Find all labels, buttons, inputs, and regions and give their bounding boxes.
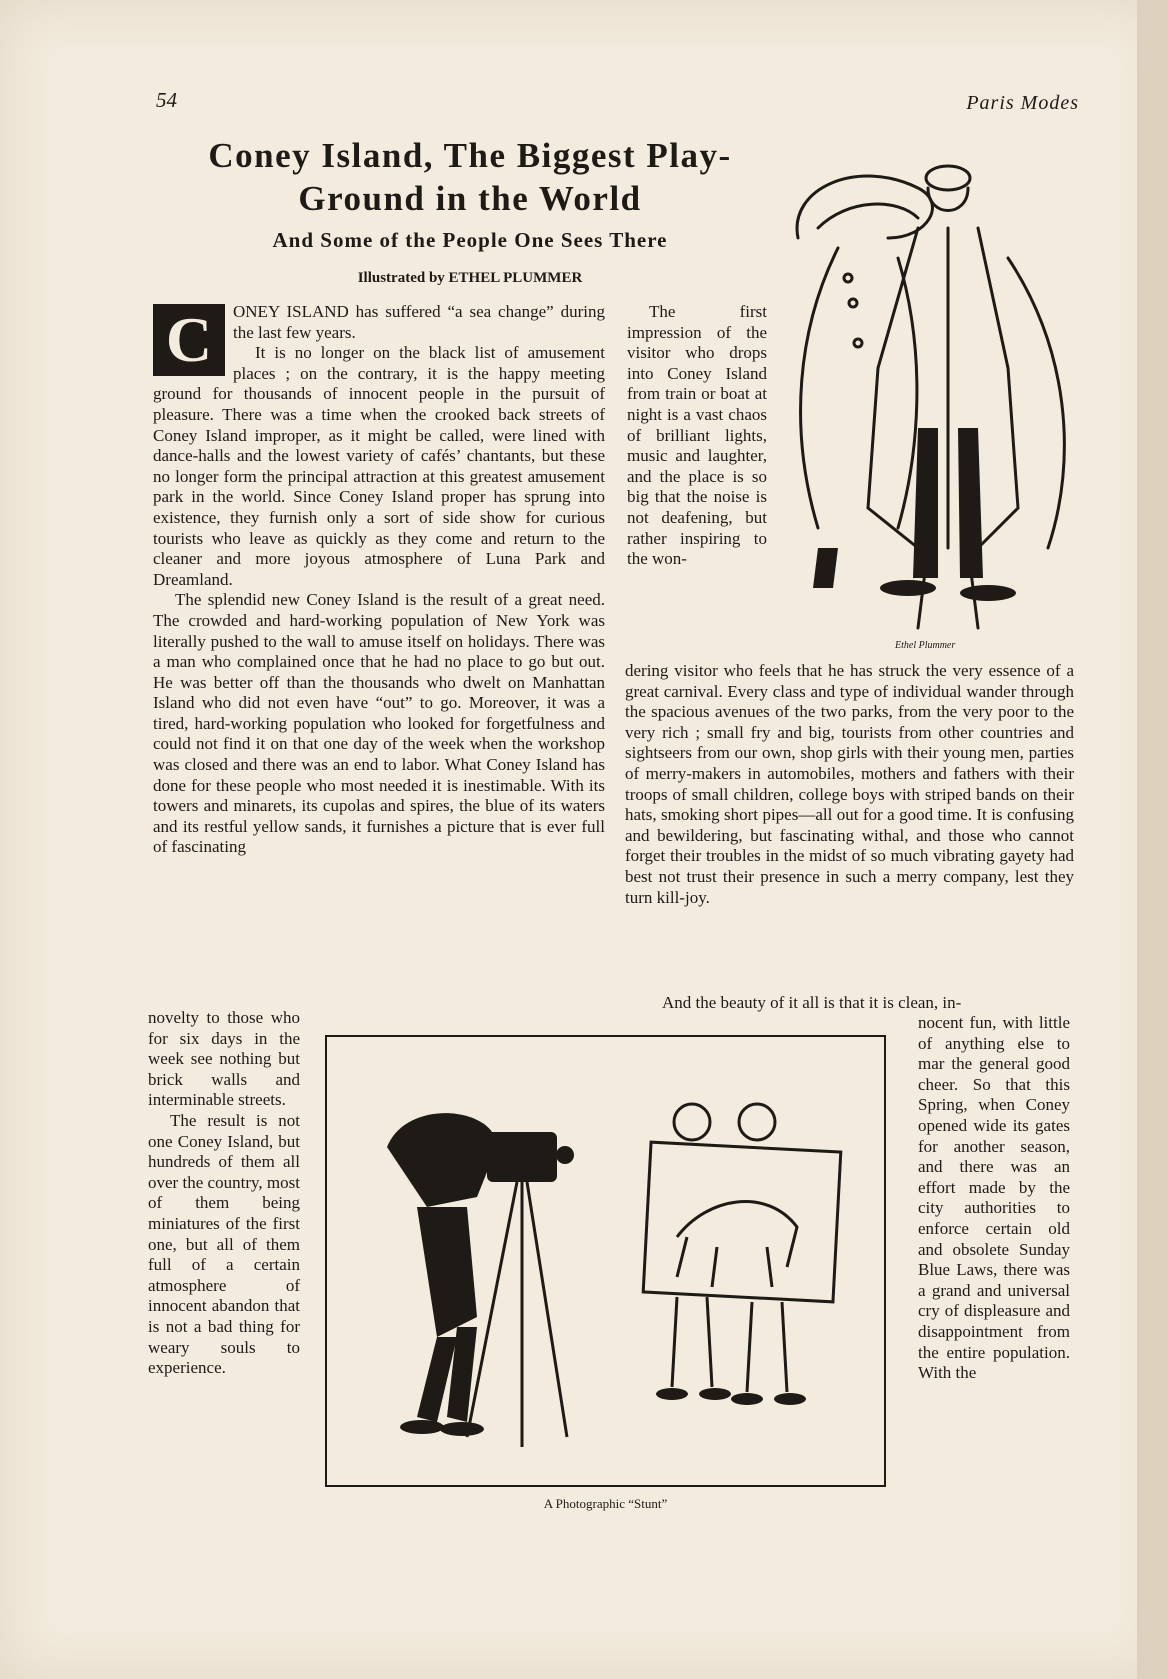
article-title xyxy=(150,134,790,220)
credit-name: ETHEL PLUMMER xyxy=(448,270,583,286)
couple-illustration xyxy=(778,128,1088,658)
photographer-illustration-frame xyxy=(325,1035,886,1487)
page-number: 54 xyxy=(156,88,177,112)
magazine-name: Paris Modes xyxy=(966,92,1079,114)
illustration-caption: A Photographic “Stunt” xyxy=(543,1496,668,1511)
narrow-right-column xyxy=(918,1013,1070,1384)
photographer-illustration xyxy=(327,1037,884,1485)
paragraph-innocent-fun: nocent fun, with little of anything else to mar the general good cheer. So that this Spring, when Coney opened wide its gates for another season, and there was an effort made by the city authorities to enforce certain old and obsolete Sunday Blue Laws, there was a grand and universal cry of displeasure and disappointment from the entire population. With the xyxy=(918,1013,1070,1383)
credit-prefix: Illustrated by xyxy=(357,270,445,286)
paragraph-impression: The first impression of the visitor who drops into Coney Island from train or boat at night is a vast chaos of brilliant lights, music and laughter, and the place is so big that the noise is not deafening, but rather inspiring to the won- xyxy=(627,302,767,569)
middle-column xyxy=(627,302,767,570)
title-line-2: Ground in the World xyxy=(298,179,642,218)
narrow-left-column xyxy=(148,1008,300,1379)
left-column xyxy=(153,302,605,858)
article-subtitle: And Some of the People One Sees There xyxy=(272,228,668,252)
paragraph-1 xyxy=(153,302,605,375)
right-intro-line xyxy=(640,993,1074,1014)
paragraph-2: It is no longer on the black list of amusement places ; on the contrary, it is the happy meeting ground for thousands of innocent people in the pursuit of pleasure. There was a time when the crooked back streets of Coney Island improper, as it might be called, were lined with dance-halls and the lowest variety of cafés’ chantants, but these no longer form the principal attraction at this greatest amusement park in the world. Since Coney Island proper has sprung into existence, they furnish only a sort of side show for curious tourists who leave as quickly as they come and return to the cleaner and more joyous atmosphere of Luna Park and Dreamland. xyxy=(153,343,605,589)
paragraph-3: The splendid new Coney Island is the result of a great need. The crowded and hard-working population of New York was literally pushed to the wall to amuse itself on holidays. There was a man who complained once that he had no place to go but out. He was better off than the thousands who dwelt on Manhattan Island who did not even have “out” to go. Moreover, it was a tired, hard-working population who looked for forgetfulness and could not find it on that one day of the week when the workshop was closed and there was an end to labor. What Coney Island has done for these people who most needed it is inestimable. With its towers and minarets, its cupolas and spires, the blue of its waters and its restful yellow sands, it furnishes a picture that is ever full of fascinating xyxy=(153,590,605,857)
paragraph-beauty: And the beauty of it all is that it is clean, in- xyxy=(662,993,962,1012)
paragraph-novelty: novelty to those who for six days in the week see nothing but brick walls and interminable streets. xyxy=(148,1008,300,1110)
right-column xyxy=(625,661,1074,908)
drop-cap: C xyxy=(153,304,225,376)
artist-signature: Ethel Plummer xyxy=(895,640,956,651)
paragraph-result: The result is not one Coney Island, but hundreds of them all over the country, most of them being miniatures of the first one, but all of them full of a certain atmosphere of innocent abandon that is not a bad thing for weary souls to experience. xyxy=(148,1110,300,1378)
page-edge xyxy=(1137,0,1167,1679)
paragraph-carnival: dering visitor who feels that he has struck the very essence of a great carnival. Every class and type of individual wander through the spacious avenues of the two parks, from the very poor to the very rich ; small fry and big, tourists from other countries and sightseers from our own, shop girls with their young men, parties of merry-makers in automobiles, mothers and fathers with their troops of small children, college boys with striped bands on their hats, smoking short pipes—all out for a good time. It is confusing and bewildering, but fascinating withal, and those who cannot forget their troubles in the midst of so much vibrating gayety had best not trust their presence in such a merry company, lest they turn kill-joy. xyxy=(625,661,1074,907)
paragraph-1-text: ONEY ISLAND has suffered “a sea change” during the last few years. xyxy=(233,302,605,342)
illustration-credit xyxy=(150,270,790,287)
title-line-1: Coney Island, The Biggest Play- xyxy=(208,136,732,175)
